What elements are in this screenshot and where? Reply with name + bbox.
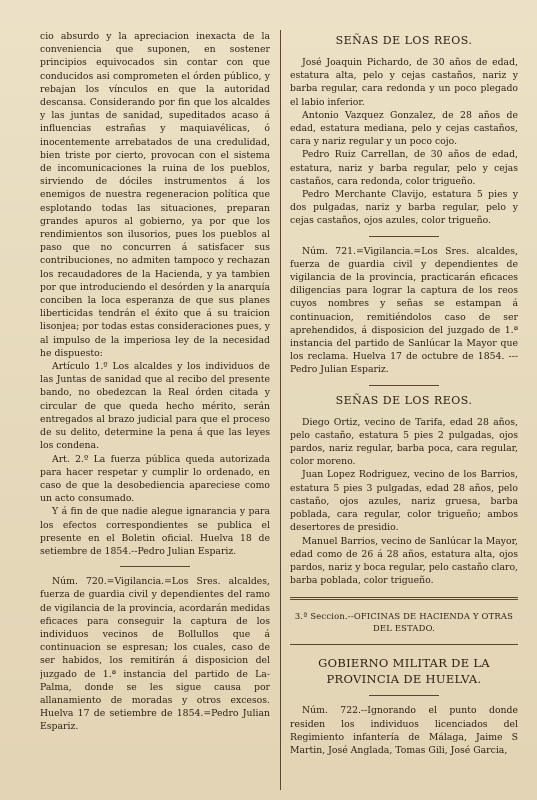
left-column xyxy=(40,30,270,796)
reo-description: José Joaquin Pichardo, de 30 años de edad, estatura alta, pelo y cejas castaños, nariz y barba regular, cara redonda y un poco plegado el labio inferior. xyxy=(290,57,518,108)
notice-720: Núm. 720.=Vigilancia.=Los Sres. alcaldes, fuerza de guardia civil y dependientes del ramo de vigilancia de la provincia, acordarán medidas eficaces para conseguir la captura de los individuos vecinos de Bollullos que á continuacion se espresan; los cuales, caso de ser habidos, los remitirán á disposicion del juzgado de 1.ª instancia del partido de La-Palma, donde se les sigue causa por allanamiento de moradas y otros excesos. Huelva 17 de setiembre de 1854.=Pedro Julian Espariz. xyxy=(40,576,270,733)
reo-description: Antonio Vazquez Gonzalez, de 28 años de edad, estatura mediana, pelo y cejas castaños, cara y nariz regular y un poco cojo. xyxy=(290,109,518,148)
publication-notice: Y á fin de que nadie alegue ignarancia y para los efectos correspondientes se publica el presente en el Boletin oficial. Huelva 18 de setiembre de 1854.--Pedro Julian Espariz. xyxy=(40,506,270,557)
section-heading: 3.ª Seccion.--OFICINAS DE HACIENDA Y OTRAS DEL ESTADO. xyxy=(294,611,514,634)
heading-senas-2: SEÑAS DE LOS REOS. xyxy=(335,393,473,407)
reo-description: Pedro Merchante Clavijo, estatura 5 pies y dos pulgadas, nariz y barba regular, pelo y cejas castaños, ojos azules, color trigueño. xyxy=(290,189,518,227)
article-1: Artículo 1.º Los alcaldes y los individuos de las Juntas de sanidad que al recibo del presente bando, no obedezcan la Real órden citada y circular de que queda hecho mérito, serán entregados al brazo judicial para que el proceso de su delito, determine la pena á que las leyes los condena. xyxy=(40,361,270,452)
notice-722: Núm. 722.--Ignorando el punto donde residen los individuos licenciados del Regimiento infantería de Málaga, Jaime S Martin, José Anglada, Tomas Gili, José Garcia, xyxy=(290,705,518,756)
divider xyxy=(369,385,439,386)
divider xyxy=(120,566,190,567)
column-divider xyxy=(280,30,281,790)
divider xyxy=(369,695,439,696)
notice-721: Núm. 721.=Vigilancia.=Los Sres. alcaldes, fuerza de guardia civil y dependientes de vigilancia de la provincia, practicarán eficaces diligencias para lograr la captura de los reos cuyos nombres y señas se estampan á continuacion, remitiéndolos caso de ser aprehendidos, á disposicion del juzgado de 1.ª instancia del partido de Sanlúcar la Mayor que los reclama. Huelva 17 de octubre de 1854. ---Pedro Julian Espariz. xyxy=(290,245,518,376)
heading-senas-1: SEÑAS DE LOS REOS. xyxy=(335,34,473,47)
reo-description: Juan Lopez Rodriguez, vecino de los Barrios, estatura 5 pies 3 pulgadas, edad 28 años, pelo castaño, ojos azules, nariz gruesa, barba poblada, cara regular, color trigueño; ambos desertores de presidio. xyxy=(290,469,518,534)
section-rule xyxy=(290,644,518,645)
reo-description: Pedro Ruiz Carrellan, de 30 años de edad, estatura, nariz y barba regular, pelo y cejas castaños, cara redonda, color trigueño. xyxy=(290,149,518,187)
section-rule xyxy=(290,597,518,600)
reo-description: Manuel Barrios, vecino de Sanlúcar la Mayor, edad como de 26 á 28 años, estatura alta, ojos pardos, nariz y boca regular, pelo castaño claro, barba poblada, color trigueño. xyxy=(290,535,518,587)
divider xyxy=(369,236,439,237)
heading-gobierno-militar: GOBIERNO MILITAR DE LA PROVINCIA DE HUELVA. xyxy=(318,656,490,687)
right-column xyxy=(290,30,518,796)
reo-description: Diego Ortiz, vecino de Tarifa, edad 28 años, pelo castaño, estatura 5 pies 2 pulgadas, ojos pardos, nariz regular, barba poca, cara regular, color moreno. xyxy=(290,416,518,468)
article-2: Art. 2.º La fuerza pública queda autorizada para hacer respetar y cumplir lo ordenado, en caso de que la desobediencia apareciese como un acto consumado. xyxy=(40,453,270,505)
decree-text-continuation: cio absurdo y la apreciacion inexacta de la conveniencia que suponen, en sostener principios equivocados sin contar con que conducidos asi comprometen el órden público, y rebajan los vínculos en que la autoridad descansa. Considerando por fin que los alcaldes y las juntas de sanidad, supeditados acaso á influencias estrañas y maquiavélicas, ó inocentemente arrebatados de una credulidad, bien triste por cierto, provocan con el sistema de incomunicaciones la ruina de los pueblos, sirviendo de dóciles instrumentos á los enemigos de nuestra regeneracion política que esplotando todas las situaciones, preparan grandes apuros al gobierno, ya por que los rendimientos son ilusorios, pues los pueblos al paso que no concurren á satisfacer sus contribuciones, no admiten tampoco y rechazan los recaudadores de la Hacienda, y ya tambien por que introduciendo el desórden y la anarquía conciben la loca esperanza de que sus planes liberticidas tendrán el éxito que á su traicion lisonjea; por todas estas consideraciones pues, y al impulso de la imperiosa ley de la necesidad he dispuesto: xyxy=(40,31,270,359)
